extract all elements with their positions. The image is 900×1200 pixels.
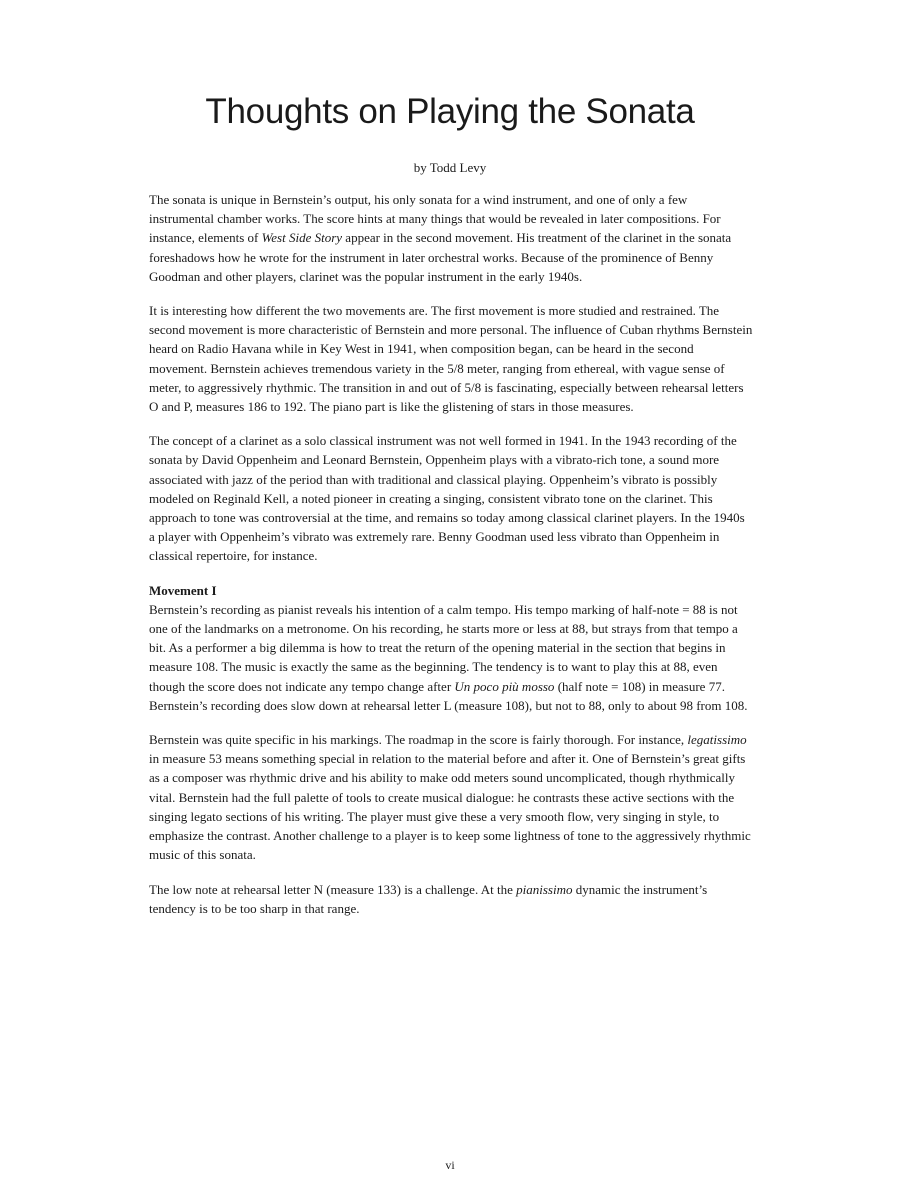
italic-text: West Side Story (261, 230, 343, 246)
page-number: vi (445, 1158, 455, 1172)
text-run: dynamic the instrument’s tendency is to be too sharp in that range. (149, 881, 708, 916)
text-run: in measure 53 means something special in relation to the material before and after it. One of Bernstein’s great gifts as a composer was rhythmic drive and his ability to make odd meters sound uncomplicated, though rhythmically vital. Bernstein had the full palette of tools to create musical dialogue: he contrasts these active sections with the singing legato sections of his writing. The player must give these a very smooth flow, very singing in style, to emphasize the contrast. Another challenge to a player is to keep some lightness of tone to the aggressively rhythmic music of this sonata. (149, 751, 751, 863)
italic-text: legatissimo (687, 732, 747, 748)
italic-text: Un poco più mosso (454, 678, 555, 694)
text-run: Bernstein was quite specific in his markings. The roadmap in the score is fairly thorough. For instance, (149, 732, 688, 748)
body-paragraph (149, 301, 753, 416)
page-title: Thoughts on Playing the Sonata (205, 92, 695, 131)
body-paragraph (149, 600, 753, 715)
body-paragraph (149, 880, 753, 918)
section-heading: Movement I (149, 582, 217, 598)
text-run: It is interesting how different the two movements are. The first movement is more studied and restrained. The second movement is more characteristic of Bernstein and more personal. The influence of Cuban rhythms Bernstein heard on Radio Havana while in Key West in 1941, when composition began, can be heard in the second movement. Bernstein achieves tremendous variety in the 5/8 meter, ranging from ethereal, with vague sense of meter, to aggressively rhythmic. The transition in and out of 5/8 is fascinating, especially between rehearsal letters O and P, measures 186 to 192. The piano part is like the glistening of stars in those measures. (149, 303, 753, 415)
text-run: Bernstein’s recording as pianist reveals his intention of a calm tempo. His tempo marking of half-note = 88 is not one of the landmarks on a metronome. On his recording, he starts more or less at 88, but strays from that tempo a bit. As a performer a big dilemma is how to treat the return of the opening material in the section that begins in measure 108. The music is exactly the same as the beginning. The tendency is to want to play this at 88, even though the score does not indicate any tempo change after (149, 601, 738, 694)
body-paragraph (149, 431, 753, 565)
text-run: The low note at rehearsal letter N (measure 133) is a challenge. At the (149, 881, 517, 897)
byline: by Todd Levy (413, 160, 487, 175)
text-run: (half note = 108) in measure 77. Bernstein’s recording does slow down at rehearsal letter L (measure 108), but not to 88, only to about 98 from 108. (149, 678, 748, 713)
body-paragraph (149, 730, 753, 864)
body-paragraph (149, 190, 753, 286)
article-body (149, 190, 753, 933)
text-run: appear in the second movement. His treatment of the clarinet in the sonata foreshadows how he wrote for the instrument in later orchestral works. Because of the prominence of Benny Goodman and other players, clarinet was the popular instrument in the early 1940s. (149, 230, 732, 284)
text-run: The sonata is unique in Bernstein’s output, his only sonata for a wind instrument, and one of only a few instrumental chamber works. The score hints at many things that would be revealed in later compositions. For instance, elements of (149, 192, 721, 246)
text-run: The concept of a clarinet as a solo classical instrument was not well formed in 1941. In the 1943 recording of the sonata by David Oppenheim and Leonard Bernstein, Oppenheim plays with a vibrato-rich tone, a sound more associated with jazz of the period than with traditional and classical playing. Oppenheim’s vibrato is possibly modeled on Reginald Kell, a noted pioneer in creating a singing, consistent vibrato tone on the clarinet. This approach to tone was controversial at the time, and remains so today among classical clarinet players. In the 1940s a player with Oppenheim’s vibrato was extremely rare. Benny Goodman used less vibrato than Oppenheim in classical repertoire, for instance. (149, 433, 745, 564)
italic-text: pianissimo (516, 881, 573, 897)
